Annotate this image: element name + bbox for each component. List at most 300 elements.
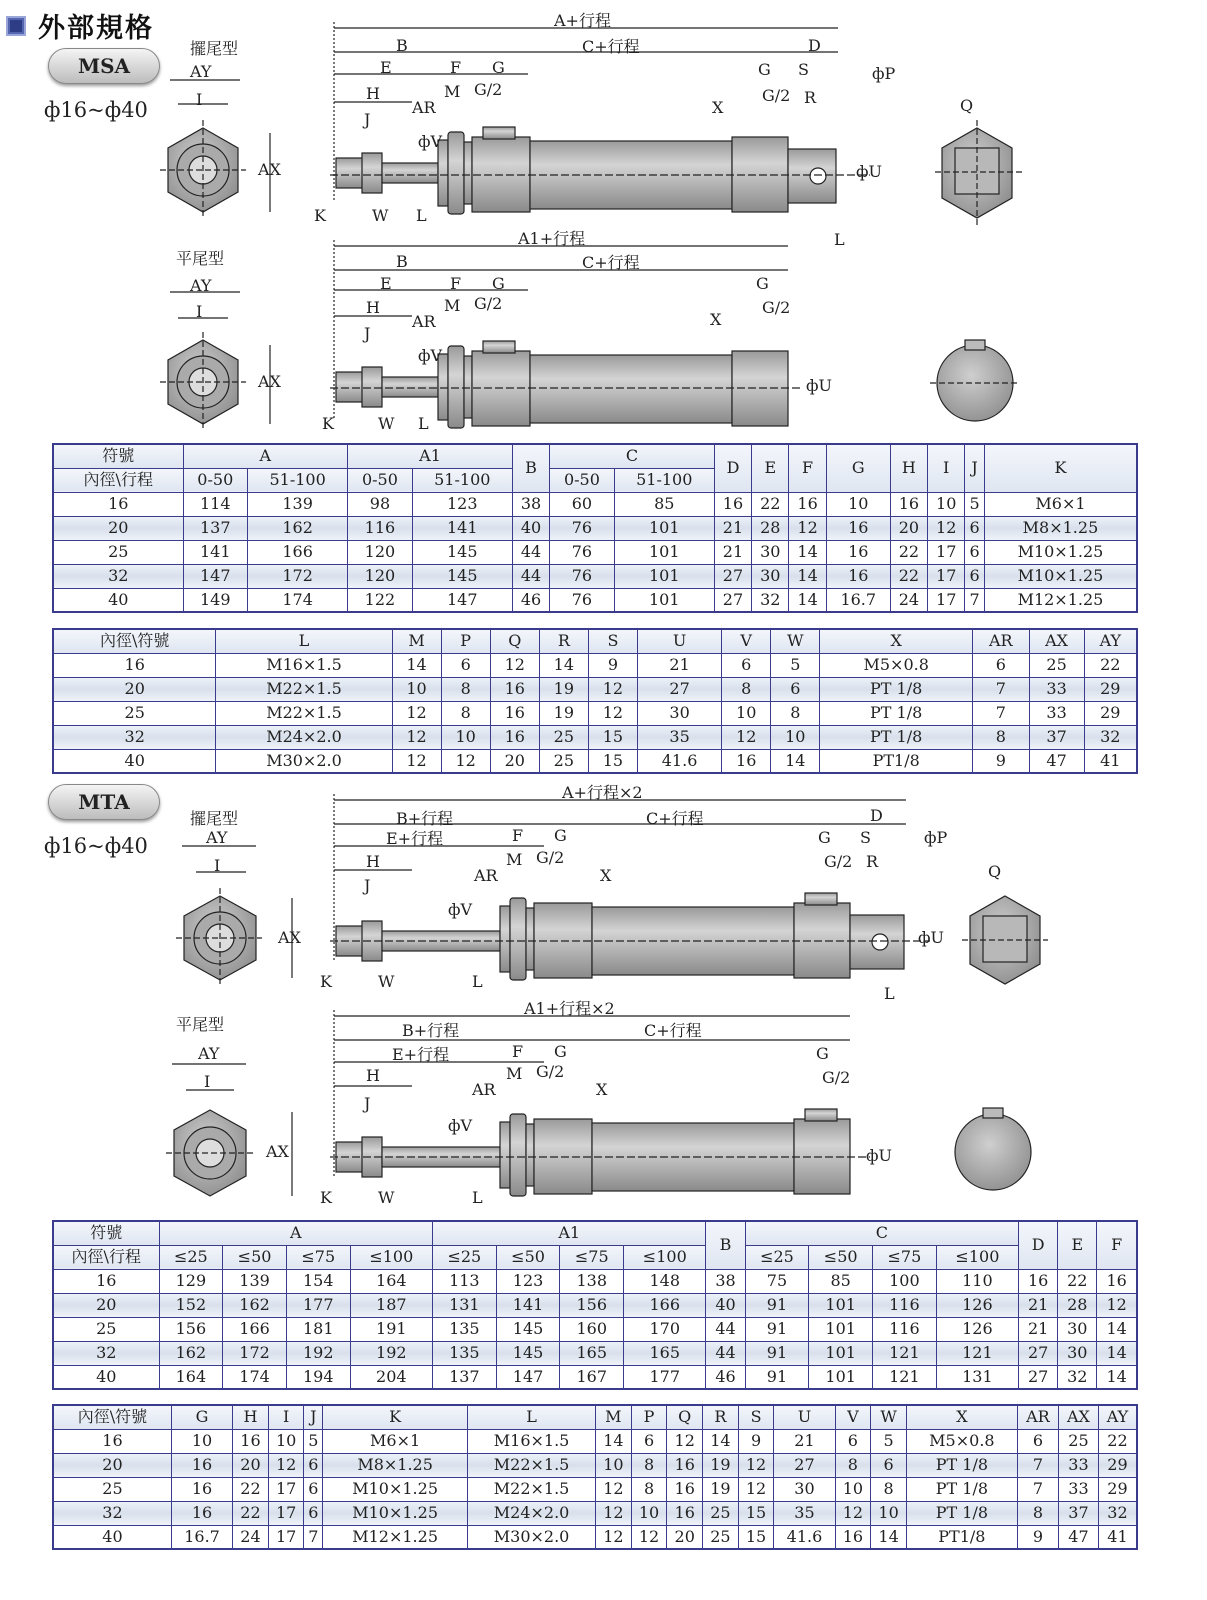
table-cell: 116: [873, 1293, 937, 1317]
table-cell: 101: [809, 1293, 873, 1317]
table-cell: 16: [1097, 1269, 1137, 1293]
table-cell: 22: [1098, 1429, 1137, 1453]
table-cell: 10: [835, 1477, 871, 1501]
header-cell: AR: [1017, 1405, 1058, 1429]
table-cell: 33: [1058, 1453, 1098, 1477]
table-row: [53, 516, 1137, 540]
dim-k-4: K: [320, 1188, 332, 1207]
mta-bore-range: ф16~ф40: [44, 834, 148, 858]
dim-g-r2: G: [756, 274, 769, 293]
table-cell: 166: [223, 1317, 287, 1341]
header-cell: ≤100: [624, 1245, 706, 1269]
table-row: [53, 1477, 1137, 1501]
table-row: [53, 749, 1137, 773]
table-cell: 16: [826, 564, 890, 588]
dim-ax-4: AX: [266, 1142, 289, 1161]
table-cell: 16: [233, 1429, 269, 1453]
table-cell: 10: [268, 1429, 304, 1453]
table-row: [53, 1317, 1137, 1341]
table-cell: 22: [890, 564, 927, 588]
table-cell: 22: [1058, 1269, 1097, 1293]
table-cell: 16: [714, 492, 751, 516]
msa-bore-range: ф16~ф40: [44, 98, 148, 122]
dim-j-4: J: [364, 1094, 371, 1113]
table-cell: 91: [745, 1293, 809, 1317]
table-cell: 12: [835, 1501, 871, 1525]
mta-flat-rear-view: [955, 1108, 1031, 1190]
table-cell: 30: [774, 1477, 835, 1501]
dim-v: фV: [418, 132, 443, 151]
dim-j-3: J: [364, 876, 371, 895]
table-cell: 17: [928, 588, 965, 612]
table-cell: 29: [1098, 1477, 1137, 1501]
msa-badge: MSA: [48, 48, 160, 84]
table-cell: 126: [936, 1317, 1018, 1341]
table-cell: 35: [637, 725, 721, 749]
table-cell: 154: [286, 1269, 350, 1293]
header-cell: B: [512, 444, 549, 492]
table-cell: M10×1.25: [984, 564, 1137, 588]
table-cell: 122: [348, 588, 413, 612]
table-cell: 167: [560, 1365, 624, 1389]
table-cell: 41: [1098, 1525, 1137, 1549]
dim-g2-4: G/2: [536, 1062, 565, 1081]
table-cell: 16: [171, 1477, 232, 1501]
header-cell: E: [752, 444, 789, 492]
table-cell: 152: [159, 1293, 223, 1317]
dim-e: E: [380, 58, 392, 77]
table-cell: 12: [596, 1477, 632, 1501]
table-cell: 10: [392, 677, 441, 701]
dim-h-2: H: [366, 298, 380, 317]
table-cell: 25: [53, 1317, 159, 1341]
table-cell: 101: [809, 1317, 873, 1341]
dim-s: S: [798, 60, 809, 79]
table-cell: 16: [667, 1477, 703, 1501]
msa-swing-rear-view: [935, 120, 1022, 226]
table-cell: 12: [722, 725, 771, 749]
header-cell: U: [774, 1405, 835, 1429]
header-cell: L: [216, 629, 392, 653]
table-cell: 6: [631, 1429, 667, 1453]
header-cell: I: [268, 1405, 304, 1429]
table-cell: 5: [871, 1429, 907, 1453]
table-cell: 20: [53, 677, 216, 701]
dim-f-3: F: [512, 826, 524, 845]
header-cell: M: [596, 1405, 632, 1429]
table-row: [53, 1293, 1137, 1317]
dim-ar-3: AR: [474, 866, 498, 885]
table-cell: 137: [183, 516, 248, 540]
table-cell: 9: [973, 749, 1030, 773]
table-row: [53, 1429, 1137, 1453]
dim-v-2: фV: [418, 346, 443, 365]
table-cell: 5: [965, 492, 985, 516]
dim-u: фU: [856, 162, 883, 181]
table-cell: 6: [965, 540, 985, 564]
table-cell: 33: [1029, 701, 1084, 725]
header-cell: K: [323, 1405, 468, 1429]
table-row: [53, 564, 1137, 588]
mta-swing-label: 擺尾型: [190, 809, 239, 828]
table-cell: 20: [53, 516, 183, 540]
table-cell: 16: [490, 677, 539, 701]
header-row: [53, 444, 1137, 468]
table-cell: 126: [936, 1293, 1018, 1317]
table-cell: 194: [286, 1365, 350, 1389]
header-row: [53, 1405, 1137, 1429]
dim-c-stroke-3: C+行程: [646, 809, 704, 828]
dim-h-4: H: [366, 1066, 380, 1085]
table-cell: 100: [873, 1269, 937, 1293]
table-cell: 16: [667, 1501, 703, 1525]
header-cell: H: [233, 1405, 269, 1429]
table-cell: 17: [268, 1525, 304, 1549]
table-cell: 123: [412, 492, 512, 516]
table-cell: 121: [873, 1365, 937, 1389]
table-cell: 16: [490, 725, 539, 749]
table-cell: 123: [496, 1269, 560, 1293]
table-cell: 32: [53, 1341, 159, 1365]
table-cell: 12: [789, 516, 826, 540]
table-cell: 16: [53, 653, 216, 677]
dim-m: M: [444, 82, 461, 101]
table-cell: 164: [350, 1269, 432, 1293]
header-cell: ≤25: [745, 1245, 809, 1269]
dim-i-4: I: [204, 1072, 211, 1091]
table-cell: 6: [871, 1453, 907, 1477]
table-cell: 7: [965, 588, 985, 612]
table-cell: 44: [512, 540, 549, 564]
table-cell: 5: [304, 1429, 323, 1453]
mta-swing-rear-view: [962, 896, 1048, 984]
table-cell: 14: [771, 749, 820, 773]
page-title: 外部規格: [38, 13, 154, 44]
table-cell: 10: [826, 492, 890, 516]
dim-ax: AX: [258, 160, 281, 179]
table-cell: M22×1.5: [216, 677, 392, 701]
dim-g-3: G: [554, 826, 567, 845]
table-cell: M24×2.0: [468, 1501, 596, 1525]
table-cell: 30: [637, 701, 721, 725]
dim-ar: AR: [412, 98, 436, 117]
table-cell: 6: [304, 1453, 323, 1477]
dim-g2-r3: G/2: [824, 852, 853, 871]
table-cell: 9: [588, 653, 637, 677]
dim-j-2: J: [364, 324, 371, 343]
dim-m-3: M: [506, 850, 523, 869]
header-cell: 符號: [53, 444, 183, 468]
table-cell: 60: [550, 492, 615, 516]
table-cell: 25: [703, 1501, 739, 1525]
dim-i-2: I: [196, 302, 203, 321]
dim-k-3: K: [320, 972, 332, 991]
table-cell: 24: [890, 588, 927, 612]
table-cell: 177: [624, 1365, 706, 1389]
dim-l: L: [416, 206, 427, 225]
table-cell: 113: [432, 1269, 496, 1293]
table-cell: 33: [1029, 677, 1084, 701]
header-cell: F: [789, 444, 826, 492]
dim-x-2: X: [710, 310, 722, 329]
table-cell: PT 1/8: [820, 725, 973, 749]
header-cell: D: [1019, 1221, 1058, 1269]
table-cell: 47: [1029, 749, 1084, 773]
dim-g-r4: G: [816, 1044, 829, 1063]
msa-swing-label: 擺尾型: [190, 39, 239, 58]
header-cell: A: [159, 1221, 432, 1245]
table-cell: 160: [560, 1317, 624, 1341]
header-cell: 0-50: [183, 468, 248, 492]
dim-u-3: фU: [918, 928, 945, 947]
header-cell: X: [906, 1405, 1017, 1429]
header-cell: AX: [1058, 1405, 1098, 1429]
header-cell: S: [738, 1405, 774, 1429]
table-cell: 25: [1029, 653, 1084, 677]
dim-g2-r2: G/2: [762, 298, 791, 317]
table-cell: 15: [738, 1501, 774, 1525]
header-cell: ≤75: [560, 1245, 624, 1269]
header-cell: R: [539, 629, 588, 653]
header-cell: K: [984, 444, 1137, 492]
dim-r-2: R: [866, 852, 879, 871]
table-cell: 10: [441, 725, 490, 749]
table-cell: PT 1/8: [820, 701, 973, 725]
header-cell: P: [441, 629, 490, 653]
table-cell: 29: [1084, 677, 1137, 701]
table-row: [53, 492, 1137, 516]
table-cell: 110: [936, 1269, 1018, 1293]
table-cell: 46: [512, 588, 549, 612]
table-cell: 30: [1058, 1317, 1097, 1341]
table-row: [53, 1453, 1137, 1477]
table-cell: 135: [432, 1341, 496, 1365]
header-cell: R: [703, 1405, 739, 1429]
table-cell: 46: [706, 1365, 745, 1389]
table-cell: 101: [809, 1365, 873, 1389]
table-cell: 7: [973, 677, 1030, 701]
table-cell: M12×1.25: [323, 1525, 468, 1549]
table-cell: 6: [965, 516, 985, 540]
table-cell: 47: [1058, 1525, 1098, 1549]
msa-spec-table-2: [52, 628, 1138, 774]
table-cell: 16: [826, 540, 890, 564]
table-cell: 19: [703, 1477, 739, 1501]
table-cell: 14: [871, 1525, 907, 1549]
table-cell: 19: [703, 1453, 739, 1477]
header-cell: ≤75: [286, 1245, 350, 1269]
table-row: [53, 653, 1137, 677]
table-cell: 12: [490, 653, 539, 677]
dim-a1-stroke2: A1+行程×2: [524, 999, 615, 1018]
msa-flat-label: 平尾型: [176, 249, 225, 268]
table-cell: 9: [1017, 1525, 1058, 1549]
header-cell: X: [820, 629, 973, 653]
header-cell: ≤25: [432, 1245, 496, 1269]
dim-m-2: M: [444, 296, 461, 315]
dim-w: W: [372, 206, 389, 225]
table-cell: 166: [624, 1293, 706, 1317]
table-cell: M30×2.0: [468, 1525, 596, 1549]
table-cell: 40: [512, 516, 549, 540]
table-cell: 156: [159, 1317, 223, 1341]
table-cell: 32: [1084, 725, 1137, 749]
table-cell: 192: [350, 1341, 432, 1365]
header-cell: 符號: [53, 1221, 159, 1245]
table-cell: 32: [1058, 1365, 1097, 1389]
dim-s-2: S: [860, 828, 871, 847]
table-cell: 16: [490, 701, 539, 725]
dim-b-stroke: B+行程: [396, 809, 454, 828]
table-cell: 30: [752, 540, 789, 564]
table-cell: 16: [789, 492, 826, 516]
dim-ay: AY: [190, 62, 212, 81]
table-cell: 165: [624, 1341, 706, 1365]
table-row: [53, 677, 1137, 701]
header-cell: P: [631, 1405, 667, 1429]
table-cell: M10×1.25: [323, 1477, 468, 1501]
table-cell: 75: [745, 1269, 809, 1293]
table-cell: 141: [496, 1293, 560, 1317]
table-cell: 120: [348, 564, 413, 588]
header-cell: 內徑\行程: [53, 468, 183, 492]
table-cell: M24×2.0: [216, 725, 392, 749]
table-cell: 147: [183, 564, 248, 588]
dim-x: X: [712, 98, 724, 117]
table-cell: 41.6: [637, 749, 721, 773]
table-cell: 12: [1097, 1293, 1137, 1317]
table-cell: 10: [771, 725, 820, 749]
dim-g2-3: G/2: [536, 848, 565, 867]
table-cell: 16: [171, 1453, 232, 1477]
table-cell: M8×1.25: [323, 1453, 468, 1477]
dim-c-stroke-4: C+行程: [644, 1021, 702, 1040]
dim-p-2: фP: [924, 828, 948, 847]
table-cell: 131: [936, 1365, 1018, 1389]
table-cell: 204: [350, 1365, 432, 1389]
dim-q-2: Q: [988, 862, 1002, 881]
table-cell: 32: [53, 725, 216, 749]
table-cell: PT 1/8: [906, 1477, 1017, 1501]
table-cell: 17: [928, 564, 965, 588]
dim-m-4: M: [506, 1064, 523, 1083]
header-row: [53, 1245, 1137, 1269]
dim-a-stroke: A+行程: [554, 11, 611, 30]
table-cell: 15: [738, 1525, 774, 1549]
header-cell: 51-100: [412, 468, 512, 492]
table-cell: 6: [965, 564, 985, 588]
table-cell: 177: [286, 1293, 350, 1317]
table-cell: 145: [412, 564, 512, 588]
header-cell: D: [714, 444, 751, 492]
table-cell: 21: [714, 516, 751, 540]
table-cell: 37: [1058, 1501, 1098, 1525]
table-cell: M22×1.5: [468, 1453, 596, 1477]
dim-e-2: E: [380, 274, 392, 293]
dim-r: R: [804, 88, 817, 107]
header-cell: V: [722, 629, 771, 653]
table-cell: 101: [614, 564, 714, 588]
dim-g2-2: G/2: [474, 294, 503, 313]
table-cell: 165: [560, 1341, 624, 1365]
table-cell: 141: [183, 540, 248, 564]
table-cell: 114: [183, 492, 248, 516]
table-cell: 14: [392, 653, 441, 677]
dim-ay-2: AY: [190, 276, 212, 295]
header-cell: V: [835, 1405, 871, 1429]
dim-e-stroke-2: E+行程: [392, 1045, 450, 1064]
table-cell: 6: [304, 1477, 323, 1501]
table-row: [53, 701, 1137, 725]
table-cell: 149: [183, 588, 248, 612]
table-cell: 101: [614, 516, 714, 540]
header-cell: J: [304, 1405, 323, 1429]
table-cell: 6: [973, 653, 1030, 677]
dim-q: Q: [960, 96, 974, 115]
mta-spec-table-1: [52, 1220, 1138, 1390]
table-cell: 16: [1019, 1269, 1058, 1293]
header-cell: G: [826, 444, 890, 492]
dim-b-2: B: [396, 252, 408, 271]
mta-badge: MTA: [48, 784, 160, 820]
dim-i: I: [196, 90, 203, 109]
header-cell: C: [745, 1221, 1018, 1245]
table-cell: M10×1.25: [323, 1501, 468, 1525]
table-cell: 9: [738, 1429, 774, 1453]
table-cell: 27: [1019, 1341, 1058, 1365]
table-cell: 138: [560, 1269, 624, 1293]
header-cell: ≤25: [159, 1245, 223, 1269]
header-cell: ≤100: [350, 1245, 432, 1269]
dim-g-4: G: [554, 1042, 567, 1061]
table-cell: 27: [714, 564, 751, 588]
table-cell: 85: [809, 1269, 873, 1293]
dim-v-4: фV: [448, 1116, 473, 1135]
dim-l-4: L: [472, 1188, 483, 1207]
header-cell: A1: [348, 444, 513, 468]
header-cell: ≤75: [873, 1245, 937, 1269]
table-cell: 76: [550, 588, 615, 612]
header-cell: M: [392, 629, 441, 653]
table-row: [53, 1525, 1137, 1549]
dim-v-3: фV: [448, 900, 473, 919]
dim-x-3: X: [600, 866, 612, 885]
table-cell: 10: [631, 1501, 667, 1525]
table-cell: 6: [771, 677, 820, 701]
table-cell: 116: [873, 1317, 937, 1341]
table-cell: 14: [703, 1429, 739, 1453]
table-cell: 6: [722, 653, 771, 677]
table-cell: 22: [1084, 653, 1137, 677]
table-cell: 120: [348, 540, 413, 564]
header-row: [53, 1221, 1137, 1245]
dim-h: H: [366, 84, 380, 103]
table-row: [53, 1365, 1137, 1389]
table-cell: 28: [752, 516, 789, 540]
header-cell: S: [588, 629, 637, 653]
dim-w-3: W: [378, 972, 395, 991]
dim-c-stroke-2: C+行程: [582, 253, 640, 272]
table-cell: M10×1.25: [984, 540, 1137, 564]
table-cell: 27: [637, 677, 721, 701]
table-cell: 12: [588, 701, 637, 725]
table-cell: 25: [1058, 1429, 1098, 1453]
table-cell: 20: [490, 749, 539, 773]
table-cell: M22×1.5: [468, 1477, 596, 1501]
table-cell: 76: [550, 516, 615, 540]
dim-k: K: [314, 206, 326, 225]
table-cell: 147: [496, 1365, 560, 1389]
